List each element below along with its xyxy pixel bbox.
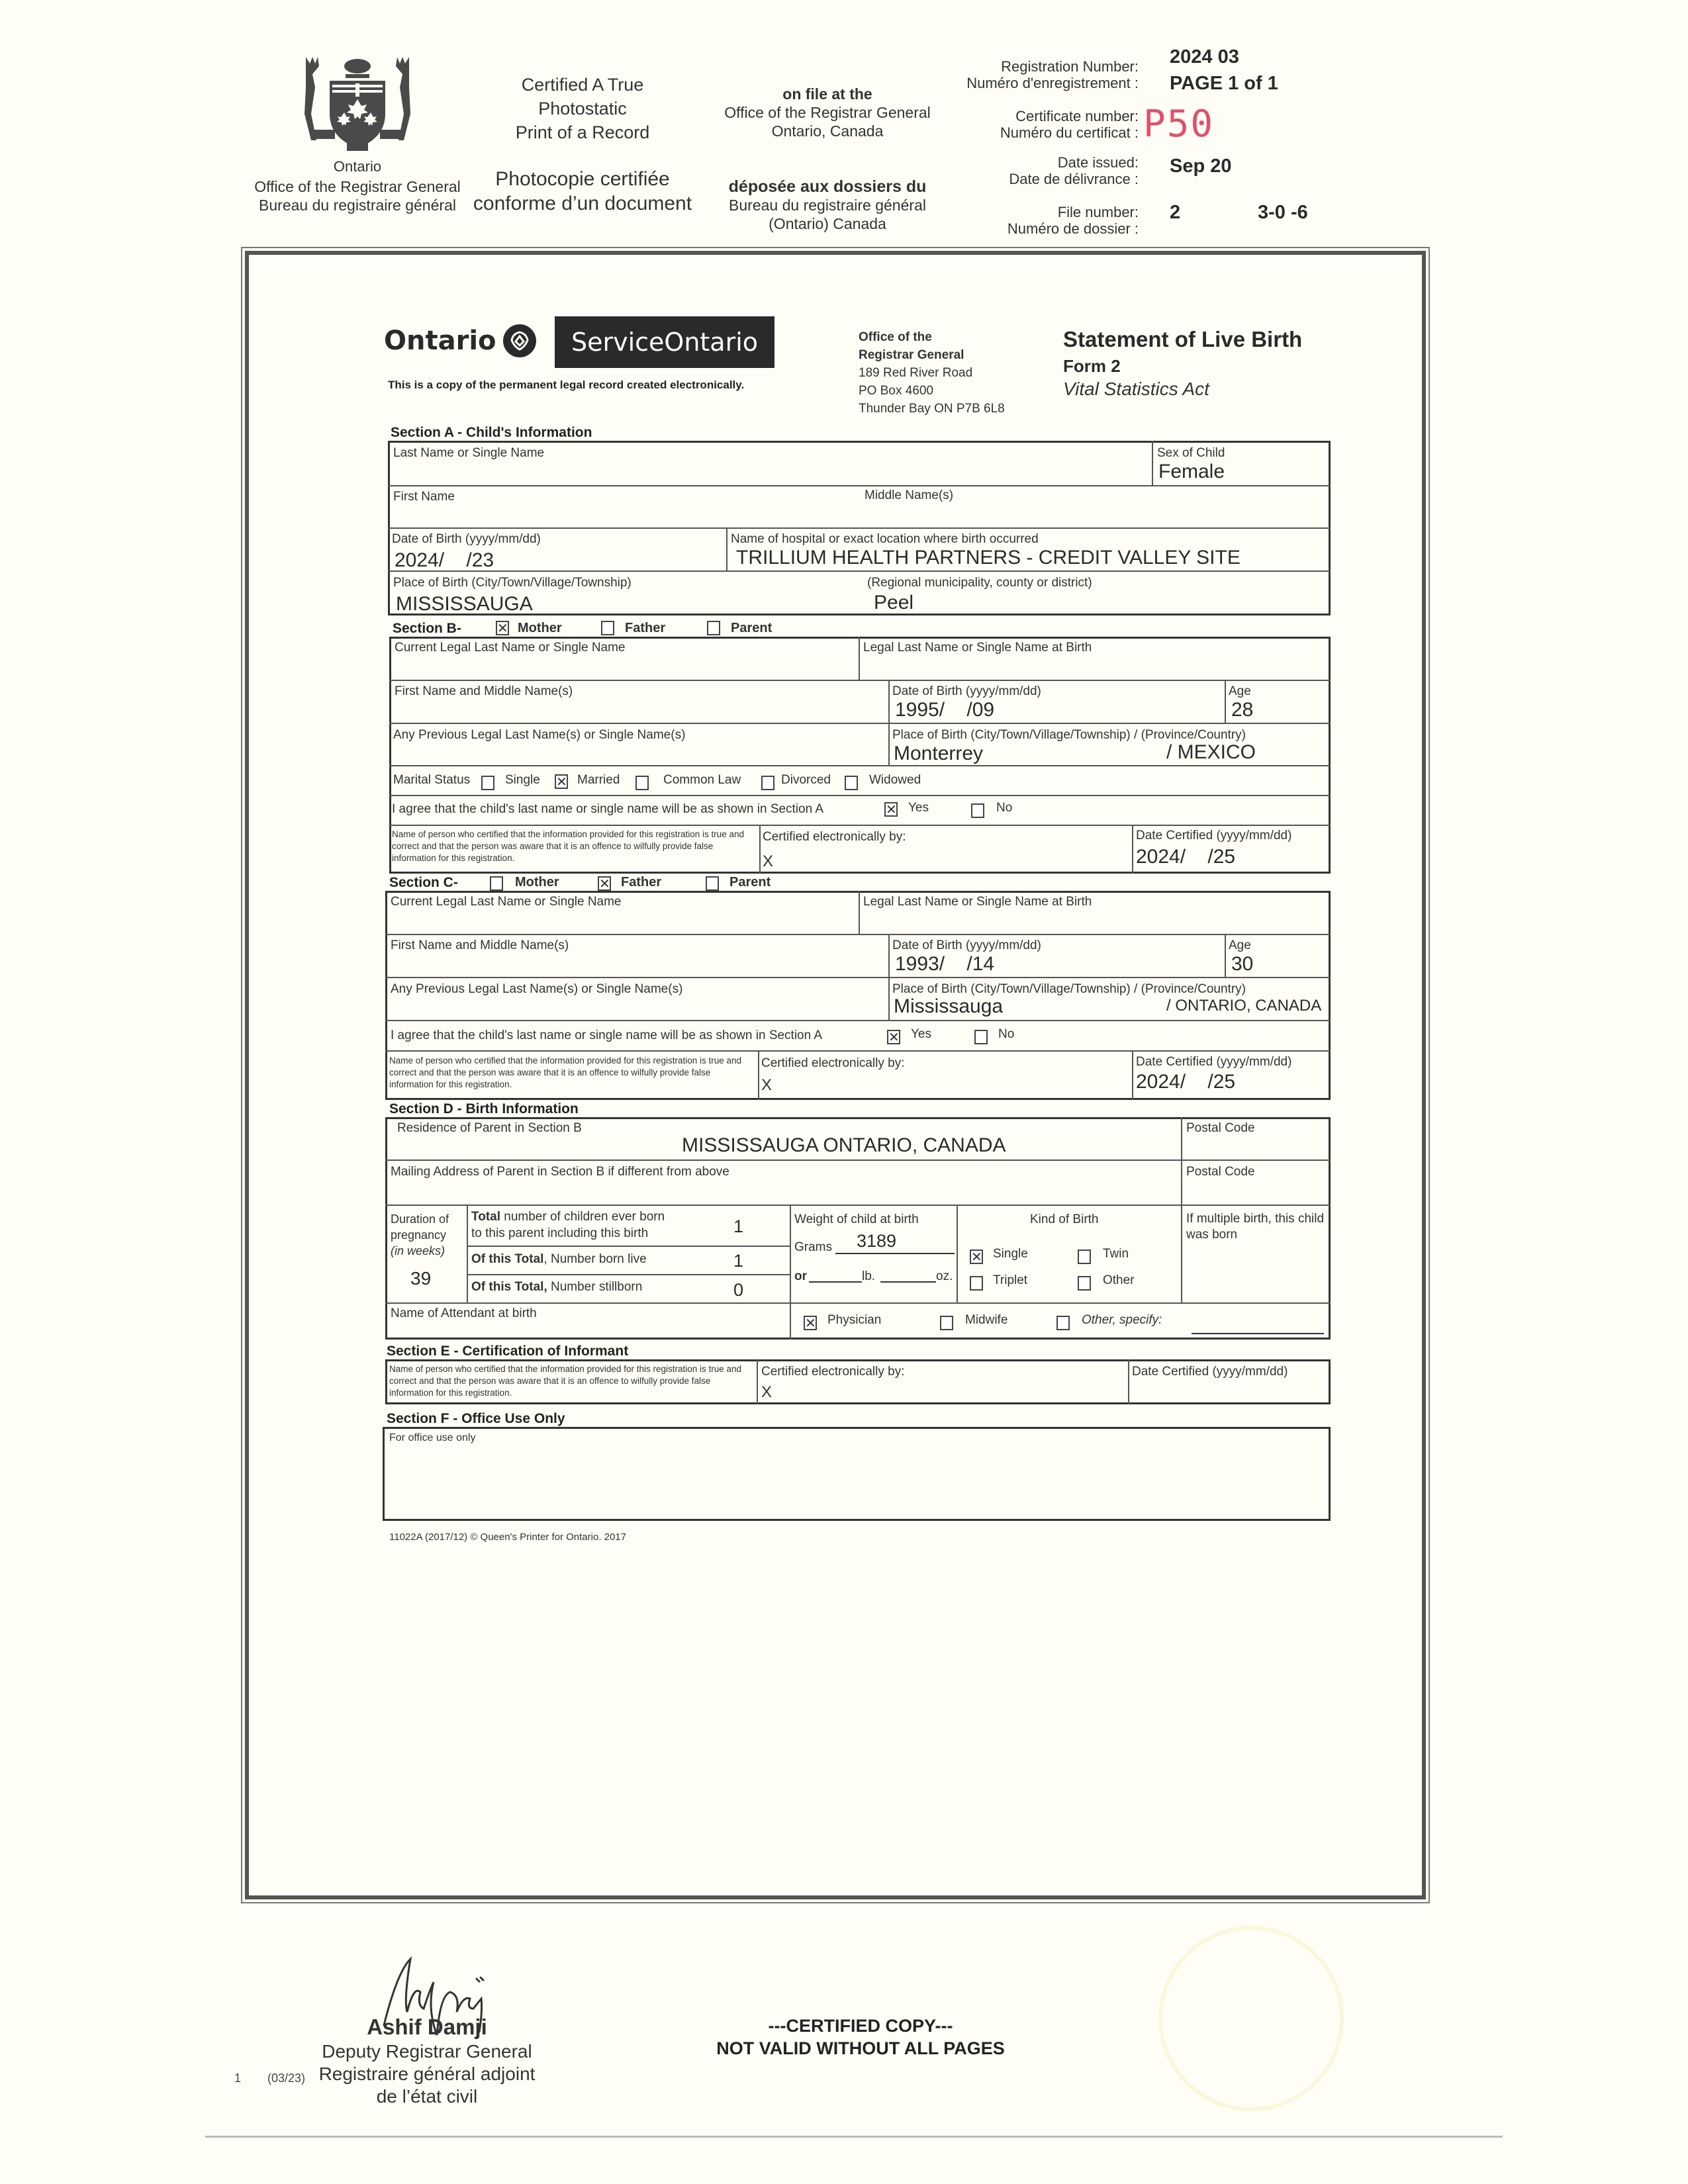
- duration-line-2: pregnancy: [391, 1228, 447, 1242]
- footer-code-a: 1: [234, 2071, 242, 2085]
- b-marital-status-label: Marital Status: [393, 773, 471, 787]
- coat-of-arms-caption: Ontario: [333, 158, 382, 175]
- hospital-label: Name of hospital or exact location where birth occurred: [731, 532, 1039, 546]
- c-age-value: 30: [1231, 953, 1254, 975]
- certified-fr-line-2: conforme d’un document: [473, 193, 692, 214]
- multiple-birth-label: If multiple birth, this child was born: [1186, 1212, 1325, 1242]
- c-certified-by-label: Certified electronically by:: [761, 1056, 905, 1070]
- signer-name: Ashif Damji: [367, 2015, 487, 2039]
- mailing-address-label: Mailing Address of Parent in Section B if different from above: [391, 1165, 729, 1179]
- certificate-number-value: P50: [1143, 103, 1215, 146]
- oz-label: oz.: [936, 1269, 953, 1283]
- stillborn-label: [471, 1280, 642, 1295]
- attendant-physician-label: Physician: [827, 1313, 882, 1327]
- stillborn-value: 0: [733, 1280, 744, 1300]
- child-first-name-label: First Name: [393, 490, 455, 504]
- section-a-title: Section A - Child's Information: [391, 425, 592, 440]
- on-file-fr-line-2: Bureau du registraire général: [729, 197, 926, 214]
- pregnancy-duration-label: [391, 1211, 449, 1259]
- attendant-other-label: Other, specify:: [1082, 1313, 1162, 1327]
- form-act: Vital Statistics Act: [1063, 379, 1209, 399]
- file-number-label: [940, 204, 1139, 237]
- footer-code-b: (03/23): [267, 2071, 306, 2085]
- certificate-number-label: [940, 108, 1139, 141]
- bottom-rule: [205, 2136, 1503, 2138]
- b-age-label: Age: [1229, 684, 1251, 698]
- child-pob-value: MISSISSAUGA: [396, 593, 533, 615]
- total-children-value: 1: [733, 1216, 744, 1236]
- b-marital-married-label: Married: [577, 773, 620, 787]
- file-number-value-b: 3-0 -6: [1258, 202, 1308, 223]
- b-date-certified-label: Date Certified (yyyy/mm/dd): [1136, 829, 1292, 842]
- c-agree-no-label: No: [998, 1027, 1015, 1041]
- b-certified-by-label: Certified electronically by:: [763, 830, 906, 844]
- section-b-title: Section B-: [393, 621, 461, 636]
- sex-of-child-label: Sex of Child: [1157, 446, 1225, 460]
- section-c-parent-label: Parent: [729, 875, 771, 889]
- office-line-1: Office of the: [859, 330, 932, 344]
- duration-line-1: Duration of: [391, 1212, 449, 1226]
- b-current-last-name-label: Current Legal Last Name or Single Name: [395, 641, 626, 655]
- section-d-title: Section D - Birth Information: [389, 1101, 579, 1116]
- office-line-5: Thunder Bay ON P7B 6L8: [859, 402, 1005, 416]
- b-marital-divorced-checkbox[interactable]: [761, 776, 774, 790]
- ontario-wordmark: Ontario: [384, 326, 496, 356]
- section-b-mother-label: Mother: [518, 621, 562, 635]
- kind-other-checkbox[interactable]: [1078, 1276, 1091, 1291]
- office-address: [859, 328, 1005, 418]
- b-agree-no-checkbox[interactable]: [971, 803, 984, 818]
- kind-twin-label: Twin: [1103, 1247, 1129, 1261]
- not-valid-notice: NOT VALID WITHOUT ALL PAGES: [716, 2038, 1005, 2058]
- on-file-fr: [702, 177, 953, 233]
- certified-true-fr: [450, 167, 715, 216]
- kind-triplet-checkbox[interactable]: [970, 1276, 983, 1291]
- child-last-name-label: Last Name or Single Name: [393, 446, 545, 460]
- e-certified-by-mark: X: [761, 1383, 773, 1401]
- office-line-4: PO Box 4600: [859, 384, 934, 398]
- registration-number-value: 2024 03: [1170, 46, 1239, 68]
- c-pob-country: / ONTARIO, CANADA: [1166, 997, 1322, 1015]
- on-file-fr-line-3: (Ontario) Canada: [769, 215, 886, 232]
- on-file-line-2: Office of the Registrar General: [724, 104, 931, 121]
- attendant-physician-checkbox[interactable]: ✕: [805, 1315, 816, 1331]
- c-dob-value: 1993/ /14: [895, 953, 995, 975]
- office-line-3: 189 Red River Road: [859, 366, 973, 380]
- file-label-fr: Numéro de dossier :: [1007, 220, 1139, 237]
- total-bold: Total: [471, 1210, 500, 1224]
- certified-line-3: Print of a Record: [515, 122, 650, 142]
- kind-other-label: Other: [1103, 1273, 1135, 1287]
- coat-of-arms-icon: [291, 52, 424, 158]
- b-marital-widowed-checkbox[interactable]: [845, 776, 858, 790]
- certified-fr-line-1: Photocopie certifiée: [495, 168, 670, 190]
- child-middle-name-label: Middle Name(s): [865, 488, 954, 502]
- kind-twin-checkbox[interactable]: [1078, 1250, 1091, 1264]
- c-agree-yes-label: Yes: [911, 1027, 931, 1041]
- date-issued-label-fr: Date de délivrance :: [1009, 171, 1139, 187]
- live-rest: , Number born live: [543, 1252, 647, 1266]
- b-dob-value: 1995/ /09: [895, 699, 995, 721]
- hospital-value: TRILLIUM HEALTH PARTNERS - CREDIT VALLEY SITE: [736, 547, 1241, 569]
- born-live-label: [471, 1252, 647, 1267]
- on-file-en: [702, 85, 953, 140]
- e-certifier-note: Name of person who certified that the information provided for this registration is true and correct and that the person was aware that it is an offence to wilfully provide false information for this registration.: [389, 1364, 742, 1398]
- section-b-mother-checkbox[interactable]: ✕: [497, 620, 508, 636]
- lb-label: lb.: [862, 1269, 876, 1283]
- registration-label-en: Registration Number:: [1001, 58, 1139, 75]
- form-title: Statement of Live Birth: [1063, 327, 1303, 351]
- region-value: Peel: [874, 592, 914, 614]
- registration-number-label: [940, 58, 1139, 91]
- region-label: (Regional municipality, county or district): [867, 576, 1092, 590]
- section-b-parent-label: Parent: [731, 621, 773, 635]
- section-e-title: Section E - Certification of Informant: [387, 1343, 629, 1359]
- section-b-parent-checkbox[interactable]: [707, 621, 720, 635]
- c-date-certified-value: 2024/ /25: [1136, 1071, 1236, 1093]
- postal-code-label-1: Postal Code: [1186, 1121, 1255, 1135]
- e-date-certified-label: Date Certified (yyyy/mm/dd): [1132, 1365, 1288, 1379]
- grams-label: Grams: [794, 1240, 832, 1254]
- b-agree-label: I agree that the child's last name or single name will be as shown in Section A: [392, 802, 824, 816]
- attendant-label: Name of Attendant at birth: [391, 1306, 537, 1320]
- copy-notice: This is a copy of the permanent legal record created electronically.: [388, 379, 745, 391]
- sex-of-child-value: Female: [1158, 461, 1225, 482]
- section-c-title: Section C-: [389, 875, 458, 890]
- date-issued-label-en: Date issued:: [1057, 154, 1139, 171]
- on-file-line-3: Ontario, Canada: [771, 122, 884, 140]
- c-current-last-name-label: Current Legal Last Name or Single Name: [391, 895, 622, 909]
- date-issued-value: Sep 20: [1170, 156, 1232, 177]
- certified-true-en: [463, 73, 702, 144]
- born-live-value: 1: [733, 1251, 744, 1271]
- registration-label-fr: Numéro d'enregistrement :: [966, 75, 1139, 91]
- c-certified-by-mark: X: [761, 1076, 773, 1094]
- still-rest: Number stillborn: [547, 1280, 643, 1294]
- kind-single-label: Single: [993, 1247, 1028, 1261]
- b-pob-city: Monterrey: [894, 743, 984, 764]
- child-dob-label: Date of Birth (yyyy/mm/dd): [392, 532, 541, 546]
- section-b-father-checkbox[interactable]: [601, 621, 614, 635]
- b-marital-widowed-label: Widowed: [869, 773, 921, 787]
- total-children-label: [471, 1208, 665, 1242]
- c-age-label: Age: [1229, 938, 1251, 952]
- still-bold: Of this Total,: [471, 1280, 547, 1294]
- form-number: Form 2: [1063, 356, 1121, 376]
- attendant-other-checkbox[interactable]: [1056, 1316, 1070, 1330]
- section-c-father-checkbox[interactable]: ✕: [599, 876, 610, 891]
- signer-title-fr-1: Registraire général adjoint: [318, 2064, 536, 2084]
- c-first-middle-label: First Name and Middle Name(s): [391, 938, 569, 952]
- b-marital-commonlaw-checkbox[interactable]: [635, 776, 649, 790]
- section-c-parent-checkbox[interactable]: [706, 876, 719, 891]
- b-agree-yes-checkbox[interactable]: ✕: [886, 801, 897, 817]
- kind-triplet-label: Triplet: [993, 1273, 1028, 1287]
- pregnancy-duration-value: 39: [410, 1268, 432, 1289]
- certificate-label-en: Certificate number:: [1015, 108, 1139, 124]
- residence-value: MISSISSAUGA ONTARIO, CANADA: [682, 1134, 1006, 1156]
- section-f-box: [383, 1427, 1331, 1521]
- kind-single-checkbox[interactable]: ✕: [971, 1249, 982, 1265]
- b-marital-divorced-label: Divorced: [781, 773, 831, 787]
- attendant-midwife-label: Midwife: [965, 1313, 1008, 1327]
- b-first-middle-label: First Name and Middle Name(s): [395, 684, 573, 698]
- c-previous-names-label: Any Previous Legal Last Name(s) or Single Name(s): [391, 982, 683, 996]
- b-pob-country: / MEXICO: [1166, 741, 1256, 763]
- on-file-line-1: on file at the: [782, 85, 872, 103]
- residence-label: Residence of Parent in Section B: [397, 1121, 582, 1135]
- certified-copy-notice: ---CERTIFIED COPY---: [768, 2016, 953, 2036]
- b-marital-single-checkbox[interactable]: [481, 776, 494, 790]
- signer-title-fr-2: de l’état civil: [376, 2086, 478, 2107]
- b-date-certified-value: 2024/ /25: [1136, 846, 1236, 868]
- ontario-logo: [384, 324, 536, 357]
- office-line-2: Registrar General: [859, 348, 964, 362]
- c-date-certified-label: Date Certified (yyyy/mm/dd): [1136, 1055, 1292, 1069]
- b-marital-married-checkbox[interactable]: ✕: [556, 774, 567, 790]
- b-dob-label: Date of Birth (yyyy/mm/dd): [892, 684, 1041, 698]
- certificate-label-fr: Numéro du certificat :: [1000, 124, 1139, 141]
- section-c-father-label: Father: [621, 875, 662, 889]
- c-pob-label: Place of Birth (City/Town/Village/Township) / (Province/Country): [892, 982, 1246, 996]
- b-certified-by-mark: X: [763, 852, 774, 870]
- weight-label: Weight of child at birth: [794, 1212, 919, 1226]
- file-number-value-a: 2: [1170, 202, 1181, 223]
- section-b-father-label: Father: [625, 621, 666, 635]
- b-marital-single-label: Single: [505, 773, 540, 787]
- child-pob-label: Place of Birth (City/Town/Village/Township): [393, 576, 632, 590]
- postal-code-label-2: Postal Code: [1186, 1165, 1255, 1179]
- page-indicator: PAGE 1 of 1: [1170, 73, 1278, 94]
- c-dob-label: Date of Birth (yyyy/mm/dd): [892, 938, 1041, 952]
- office-en: Office of the Registrar General: [254, 178, 461, 195]
- section-f-title: Section F - Office Use Only: [387, 1411, 565, 1426]
- c-certifier-note: Name of person who certified that the information provided for this registration is true and correct and that the person was aware that it is an offence to wilfully provide false information for this registration.: [389, 1056, 742, 1089]
- child-dob-value: 2024/ /23: [395, 549, 494, 571]
- duration-line-3: (in weeks): [391, 1244, 445, 1257]
- office-use-label: For office use only: [389, 1432, 476, 1443]
- b-agree-yes-label: Yes: [908, 801, 929, 815]
- or-label: or: [794, 1269, 807, 1283]
- grams-value: 3189: [857, 1231, 897, 1251]
- live-bold: Of this Total: [471, 1252, 544, 1266]
- signer-title-en: Deputy Registrar General: [322, 2041, 532, 2062]
- certified-line-1: Certified A True: [521, 75, 644, 95]
- c-birth-last-name-label: Legal Last Name or Single Name at Birth: [863, 895, 1092, 909]
- b-pob-label: Place of Birth (City/Town/Village/Township) / (Province/Country): [892, 728, 1246, 742]
- on-file-fr-line-1: déposée aux dossiers du: [728, 177, 927, 196]
- kind-of-birth-label: Kind of Birth: [1030, 1212, 1099, 1226]
- office-fr: Bureau du registraire général: [259, 197, 456, 214]
- c-agree-yes-checkbox[interactable]: ✕: [888, 1029, 900, 1045]
- serviceontario-logo: ServiceOntario: [555, 316, 774, 368]
- b-marital-commonlaw-label: Common Law: [663, 773, 741, 787]
- section-c-mother-checkbox[interactable]: [490, 876, 503, 891]
- trillium-icon: [503, 324, 536, 357]
- certified-line-2: Photostatic: [538, 99, 627, 118]
- b-certifier-note: Name of person who certified that the information provided for this registration is true and correct and that the person was aware that it is an offence to wilfully provide false information for this registration.: [392, 829, 745, 863]
- c-agree-label: I agree that the child's last name or single name will be as shown in Section A: [391, 1028, 823, 1042]
- c-pob-city: Mississauga: [894, 995, 1004, 1017]
- c-agree-no-checkbox[interactable]: [974, 1030, 988, 1044]
- date-issued-label: [940, 154, 1139, 187]
- faint-seal-icon: [1158, 1926, 1344, 2111]
- b-agree-no-label: No: [996, 801, 1013, 815]
- b-birth-last-name-label: Legal Last Name or Single Name at Birth: [863, 641, 1092, 655]
- total-rest: number of children ever born: [500, 1210, 665, 1224]
- total-line-2: to this parent including this birth: [471, 1226, 649, 1240]
- b-age-value: 28: [1231, 699, 1254, 721]
- section-c-mother-label: Mother: [515, 875, 559, 889]
- e-certified-by-label: Certified electronically by:: [761, 1365, 905, 1379]
- file-label-en: File number:: [1057, 204, 1139, 220]
- form-code: 11022A (2017/12) © Queen's Printer for Ontario. 2017: [389, 1531, 627, 1543]
- b-previous-names-label: Any Previous Legal Last Name(s) or Single Name(s): [393, 728, 686, 742]
- attendant-midwife-checkbox[interactable]: [940, 1316, 953, 1330]
